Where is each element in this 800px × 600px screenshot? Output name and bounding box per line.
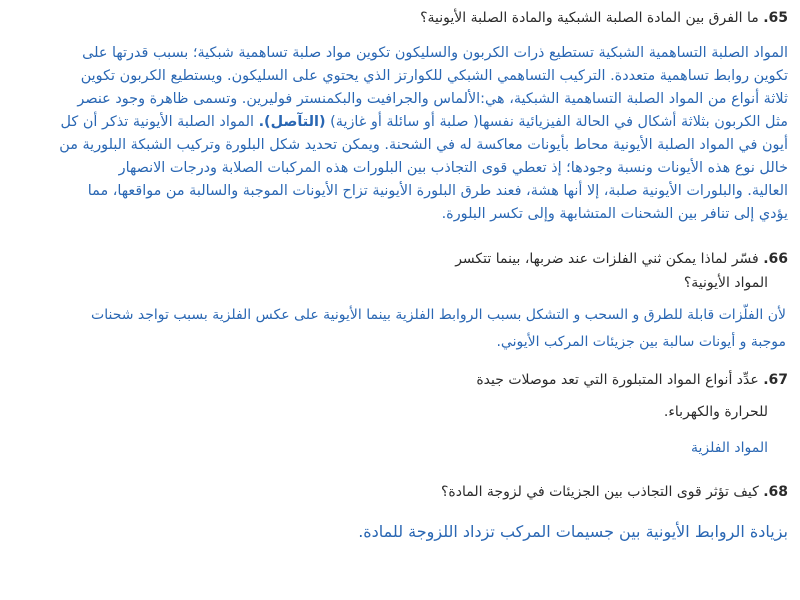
question-text: للحرارة والكهرباء.	[663, 404, 768, 420]
question-text: المواد الأيونية؟	[683, 275, 768, 291]
answer-line: ثلاثة أنواع من المواد الصلبة التساهمية الشبكية، هي:الألماس والجرافيت والبكمنستر فوليرين. وتسمى ظاهرة وجود عنصر	[77, 91, 788, 107]
question-65	[420, 6, 788, 30]
answer-67	[691, 437, 768, 459]
question-67	[476, 368, 788, 392]
answer-text: بزيادة الروابط الأيونية بين جسيمات المركب تزداد اللزوجة للمادة.	[358, 522, 788, 541]
answer-66	[16, 302, 786, 356]
answer-line: يؤدي إلى تنافر بين الشحنات المتشابهة وإلى تكسر البلورة.	[441, 206, 788, 222]
answer-line: تكوين روابط تساهمية متعددة. التركيب التساهمي الشبكي للكوارتز الذي يحتوي على السليكون. ويستطيع الكربون تكوين	[80, 68, 788, 84]
answer-line: أيون في المواد الصلبة الأيونية محاط بأيونات معاكسة له في الشحنة. ويمكن تحديد شكل البلورة وتركيب الشبكة البلورية من	[59, 137, 788, 153]
question-number: 66.	[763, 251, 788, 267]
answer-68	[358, 519, 788, 545]
answer-line-text: مثل الكربون بثلاثة أشكال في الحالة الفيزيائية نفسها( صلبة أو سائلة أو غازية)	[330, 114, 788, 130]
question-number: 65.	[763, 10, 788, 26]
answer-line: موجبة و أيونات سالبة بين جزيئات المركب الأيوني.	[496, 334, 786, 350]
question-text: كيف تؤثر قوى التجاذب بين الجزيئات في لزوجة المادة؟	[440, 484, 759, 500]
question-number: 68.	[763, 484, 788, 500]
allotropy-term: (التآصل).	[258, 114, 326, 130]
answer-line: لأن الفلّزات قابلة للطرق و السحب و التشكل بسبب الروابط الفلزية بينما الأيونية على عكس الفلزية بسبب تواجد شحنات	[91, 307, 786, 323]
answer-line-tail: المواد الصلبة الأيونية تذكر أن كل	[60, 114, 254, 130]
answer-line: المواد الصلبة التساهمية الشبكية تستطيع ذرات الكربون والسليكون تكوين مواد صلبة تساهمية شبكية؛ بسبب قدرتها على	[82, 45, 788, 61]
answer-line: العالية. والبلورات الأيونية صلبة، إلا أنها هشة، فعند طرق البلورة الأيونية تزاح الأيونات الموجبة والسالبة من مواقعها، مما	[87, 183, 788, 199]
question-68	[441, 480, 788, 504]
answer-line: خالل نوع هذه الأيونات ونسبة وجودها؛ إذ تعطي قوى التجاذب بين البلورات هذه المركبات الصلابة ودرجات الانصهار	[118, 160, 788, 176]
answer-line	[16, 111, 788, 134]
question-66-continuation	[684, 271, 768, 295]
question-66	[455, 247, 788, 271]
question-number: 67.	[763, 372, 788, 388]
question-text: فسّر لماذا يمكن ثني الفلزات عند ضربها، بينما تتكسر	[455, 251, 759, 267]
question-67-continuation	[664, 400, 768, 424]
answer-text: المواد الفلزية	[690, 440, 768, 456]
answer-65	[16, 42, 788, 226]
question-text: ما الفرق بين المادة الصلبة الشبكية والمادة الصلبة الأيونية؟	[420, 10, 759, 26]
question-text: عدِّد أنواع المواد المتبلورة التي تعد موصلات جيدة	[476, 372, 759, 388]
